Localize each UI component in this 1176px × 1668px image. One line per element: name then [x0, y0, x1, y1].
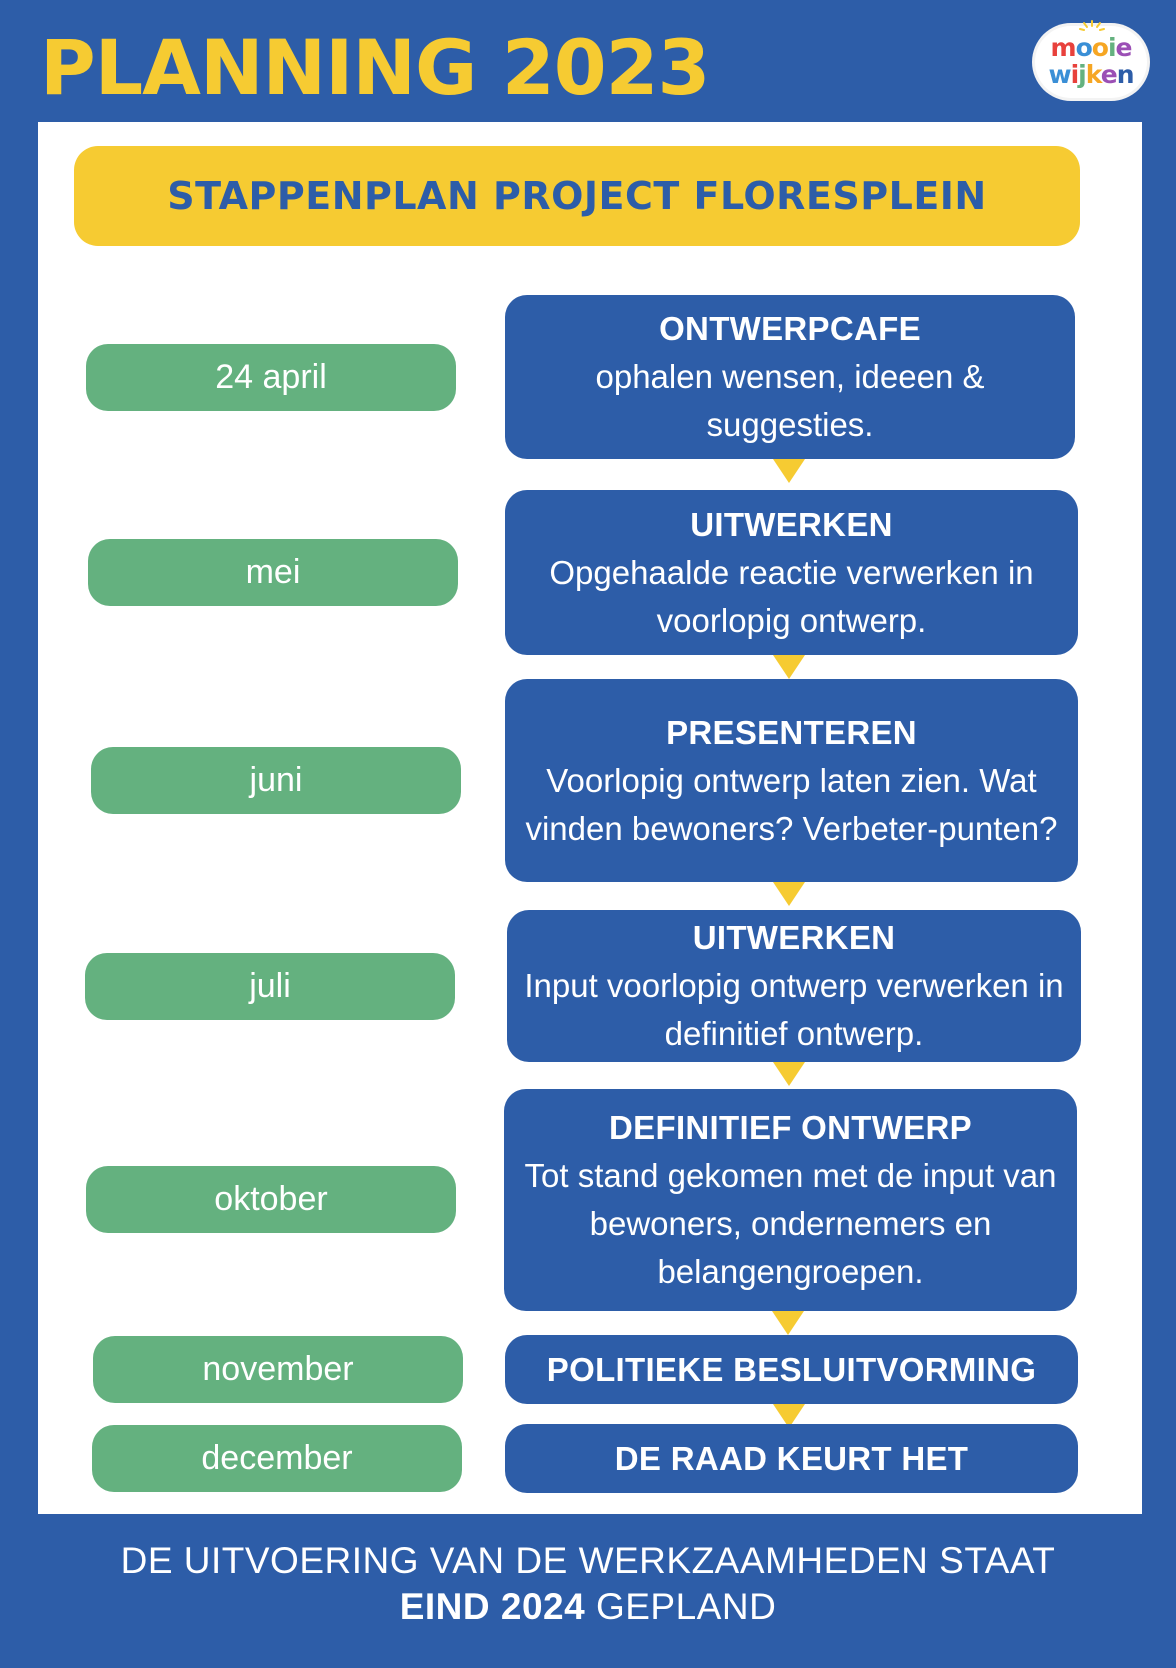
logo-line-1: mooie [1050, 33, 1132, 62]
footer-emphasis: EIND 2024 [399, 1586, 586, 1627]
step-description: ophalen wensen, ideeen & suggesties. [595, 358, 985, 443]
step-description: Opgehaalde reactie verwerken in voorlopig ontwerp. [549, 553, 1034, 639]
date-badge: juli [85, 953, 455, 1020]
sun-icon [1079, 20, 1105, 34]
step-box [507, 910, 1081, 1062]
date-badge: november [93, 1336, 463, 1403]
page-title: PLANNING 2023 [40, 23, 710, 112]
flow-arrow [773, 882, 805, 906]
date-badge: mei [88, 539, 458, 606]
footer-note [0, 1538, 1176, 1630]
step-heading: UITWERKEN [690, 505, 893, 543]
date-badge: 24 april [86, 344, 456, 411]
step-description: Voorlopig ontwerp laten zien. Wat vinden bewoners? Verbeter-punten? [525, 761, 1058, 847]
step-description: Input voorlopig ontwerp verwerken in definitief ontwerp. [524, 967, 1064, 1052]
footer-line-2 [0, 1584, 1176, 1630]
step-heading: ONTWERPCAFE [659, 310, 921, 347]
step-heading: DEFINITIEF ONTWERP [609, 1109, 972, 1146]
step-box [505, 679, 1078, 882]
date-badge: december [92, 1425, 462, 1492]
step-heading: UITWERKEN [692, 919, 896, 956]
date-badge: juni [91, 747, 461, 814]
step-box [504, 1089, 1077, 1311]
step-heading: DE RAAD KEURT HET [614, 1439, 969, 1477]
step-box [505, 490, 1078, 655]
logo-line-2: wijken [1048, 60, 1134, 89]
footer-line-2-rest: GEPLAND [585, 1586, 777, 1627]
project-banner: STAPPENPLAN PROJECT FLORESPLEIN [74, 146, 1080, 246]
date-badge: oktober [86, 1166, 456, 1233]
step-heading: POLITIEKE BESLUITVORMING [546, 1350, 1037, 1388]
step-heading: PRESENTEREN [666, 713, 917, 751]
step-description: Tot stand gekomen met de input van bewoners, ondernemers en belangengroepen. [524, 1157, 1057, 1290]
flow-arrow [773, 655, 805, 679]
footer-line-1: DE UITVOERING VAN DE WERKZAAMHEDEN STAAT [120, 1540, 1056, 1581]
step-box [505, 295, 1075, 459]
flow-arrow [773, 1062, 805, 1086]
flow-arrow [772, 1311, 804, 1335]
step-box [505, 1335, 1078, 1404]
flow-arrow [773, 459, 805, 483]
mooie-wijken-logo [1035, 26, 1147, 98]
step-box [505, 1424, 1078, 1493]
